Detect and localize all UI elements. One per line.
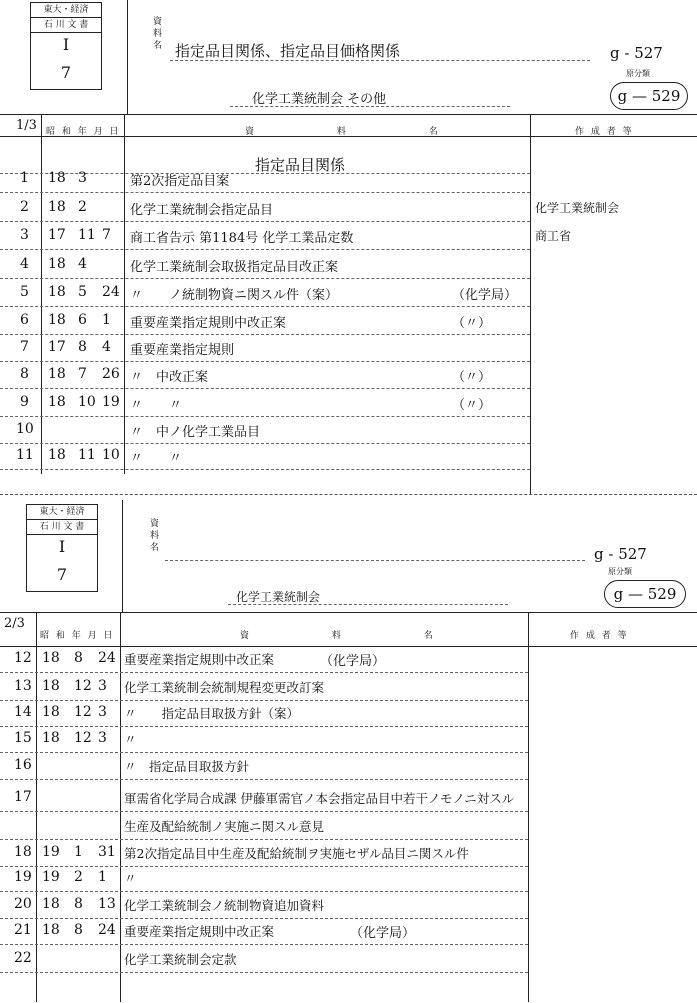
- row-day: 24: [98, 922, 116, 938]
- row-year: 18: [42, 922, 60, 938]
- row-number: 22: [14, 950, 32, 966]
- header-name-2: 資 料 名: [240, 631, 473, 641]
- row-title: 第2次指定品目案: [130, 174, 230, 189]
- row-title: 重要産業指定規則中改正案: [124, 652, 275, 667]
- code-label: 原分類: [626, 69, 650, 78]
- row-number: 2: [20, 199, 29, 215]
- row-year: 18: [42, 730, 60, 746]
- row-number: 13: [14, 678, 32, 694]
- row-number: 10: [16, 421, 34, 437]
- document-subtitle: 化学工業統制会 その他: [252, 92, 387, 107]
- row-number: 14: [14, 704, 32, 720]
- stamp2-roman: I: [58, 537, 66, 556]
- row-title: 〃 中ノ化学工業品目: [130, 425, 261, 440]
- stamp-line-2: 石 川 文 書: [31, 18, 101, 33]
- row-title: 〃 指定品目取扱方針（案）: [124, 706, 300, 721]
- row-number: 6: [20, 312, 29, 328]
- row-month: 11: [78, 447, 96, 463]
- row-month: 2: [74, 869, 83, 885]
- page-marker-2: 2/3: [4, 616, 25, 631]
- row-year: 19: [42, 844, 60, 860]
- stamp-number: 7: [60, 63, 72, 82]
- row-note: （化学局）: [320, 654, 386, 669]
- row-title: 〃 指定品目取扱方針: [124, 759, 250, 774]
- row-title: 〃: [124, 871, 137, 886]
- row-day: 7: [102, 227, 111, 243]
- row-number: 4: [20, 256, 29, 272]
- row-title: 生産及配給統制ノ実施ニ関スル意見: [124, 819, 325, 834]
- row-note: （化学局）: [452, 288, 518, 303]
- row-title: 商工省告示 第1184号 化学工業品定数: [130, 231, 354, 246]
- row-month: 6: [78, 312, 87, 328]
- row-author: 商工省: [535, 229, 572, 243]
- row-year: 18: [48, 447, 66, 463]
- row-day: 24: [102, 284, 120, 300]
- row-month: 12: [74, 704, 92, 720]
- row-day: 3: [98, 678, 107, 694]
- header-date: 昭 和 年 月 日: [46, 127, 121, 137]
- code-oval: g — 529: [610, 82, 688, 110]
- row-month: 5: [78, 284, 87, 300]
- row-year: 19: [42, 869, 60, 885]
- row-title: 重要産業指定規則: [130, 343, 235, 358]
- code-label-2: 原分類: [608, 567, 632, 576]
- row-month: 1: [74, 844, 83, 860]
- row-note: （化学局）: [350, 926, 416, 941]
- row-year: 17: [48, 227, 66, 243]
- row-year: 18: [42, 678, 60, 694]
- row-year: 18: [48, 170, 66, 186]
- row-month: 12: [74, 678, 92, 694]
- row-year: 18: [48, 284, 66, 300]
- row-title: 軍需省化学局合成課 伊藤軍需官ノ本会指定品目中若干ノモノニ対スル: [124, 791, 515, 806]
- row-day: 4: [102, 339, 111, 355]
- row-number: 19: [14, 869, 32, 885]
- row-title: 〃 中改正案: [130, 370, 209, 385]
- row-month: 8: [74, 896, 83, 912]
- header-author-2: 作 成 者 等: [570, 631, 629, 641]
- row-year: 18: [42, 704, 60, 720]
- row-day: 13: [98, 896, 116, 912]
- row-year: 18: [48, 312, 66, 328]
- row-month: 8: [74, 650, 83, 666]
- header-author: 作 成 者 等: [575, 127, 634, 137]
- row-day: 3: [98, 730, 107, 746]
- row-number: 1: [20, 170, 29, 186]
- row-year: 18: [42, 650, 60, 666]
- row-month: 8: [74, 922, 83, 938]
- row-year: 18: [48, 366, 66, 382]
- row-number: 21: [14, 922, 32, 938]
- row-year: 18: [48, 199, 66, 215]
- header-name: 資 料 名: [245, 127, 478, 137]
- row-number: 9: [20, 394, 29, 410]
- row-day: 26: [102, 366, 120, 382]
- classification-code: g - 527: [610, 44, 663, 62]
- row-year: 18: [48, 256, 66, 272]
- code-oval-2: g — 529: [604, 580, 686, 608]
- row-author: 化学工業統制会: [535, 201, 620, 215]
- document-subtitle-2: 化学工業統制会: [236, 590, 321, 604]
- row-note: （〃）: [452, 316, 492, 331]
- row-month: 4: [78, 256, 87, 272]
- row-title: 化学工業統制会定款: [124, 952, 237, 967]
- archive-stamp-2: [26, 504, 98, 592]
- row-title: 化学工業統制会統制規程変更改訂案: [124, 680, 325, 695]
- row-number: 16: [14, 757, 32, 773]
- stamp2-line-2: 石 川 文 書: [27, 520, 97, 535]
- row-title: 重要産業指定規則中改正案: [124, 924, 275, 939]
- row-number: 20: [14, 896, 32, 912]
- title-label-2: 資 料 名: [150, 519, 160, 553]
- row-month: 2: [78, 199, 87, 215]
- stamp-line-1: 東大・経済: [31, 3, 101, 18]
- row-month: 10: [78, 394, 96, 410]
- row-title: 〃 〃: [130, 398, 183, 413]
- archive-stamp: [30, 2, 102, 90]
- row-title: 化学工業統制会指定品目: [130, 203, 274, 218]
- row-day: 1: [102, 312, 111, 328]
- row-day: 24: [98, 650, 116, 666]
- row-day: 1: [98, 869, 107, 885]
- row-day: 3: [98, 704, 107, 720]
- stamp2-number: 7: [56, 565, 68, 584]
- row-title: 化学工業統制会取扱指定品目改正案: [130, 260, 339, 275]
- row-number: 15: [14, 730, 32, 746]
- row-number: 11: [16, 447, 34, 463]
- row-month: 12: [74, 730, 92, 746]
- row-note: （〃）: [452, 398, 492, 413]
- row-note: （〃）: [452, 370, 492, 385]
- row-year: 18: [42, 896, 60, 912]
- row-number: 17: [14, 789, 32, 805]
- row-number: 5: [20, 284, 29, 300]
- page-marker: 1/3: [16, 118, 37, 133]
- document-title: 指定品目関係、指定品目価格関係: [175, 42, 401, 60]
- row-day: 10: [102, 447, 120, 463]
- stamp-roman: I: [62, 35, 70, 54]
- row-number: 3: [20, 227, 29, 243]
- row-month: 8: [78, 339, 87, 355]
- row-number: 8: [20, 366, 29, 382]
- row-day: 31: [98, 844, 116, 860]
- row-number: 18: [14, 844, 32, 860]
- row-title: 〃: [124, 732, 137, 747]
- row-title: 〃 〃: [130, 451, 183, 466]
- row-title: 重要産業指定規則中改正案: [130, 316, 287, 331]
- row-year: 17: [48, 339, 66, 355]
- row-number: 12: [14, 650, 32, 666]
- title-label: 資 料 名: [153, 17, 163, 51]
- row-number: 7: [20, 339, 29, 355]
- row-month: 11: [78, 227, 96, 243]
- row-title: 〃 ノ統制物資ニ関スル件（案）: [130, 288, 339, 303]
- row-day: 19: [102, 394, 120, 410]
- section-heading: 指定品目関係: [255, 156, 346, 174]
- row-month: 7: [78, 366, 87, 382]
- classification-code-2: g - 527: [594, 545, 647, 563]
- stamp2-line-1: 東大・経済: [27, 505, 97, 520]
- row-title: 第2次指定品目中生産及配給統制ヲ実施セザル品目ニ関スル件: [124, 846, 469, 861]
- row-month: 3: [78, 170, 87, 186]
- row-year: 18: [48, 394, 66, 410]
- header-date-2: 昭 和 年 月 日: [40, 631, 115, 641]
- row-title: 化学工業統制会ノ統制物資追加資料: [124, 898, 325, 913]
